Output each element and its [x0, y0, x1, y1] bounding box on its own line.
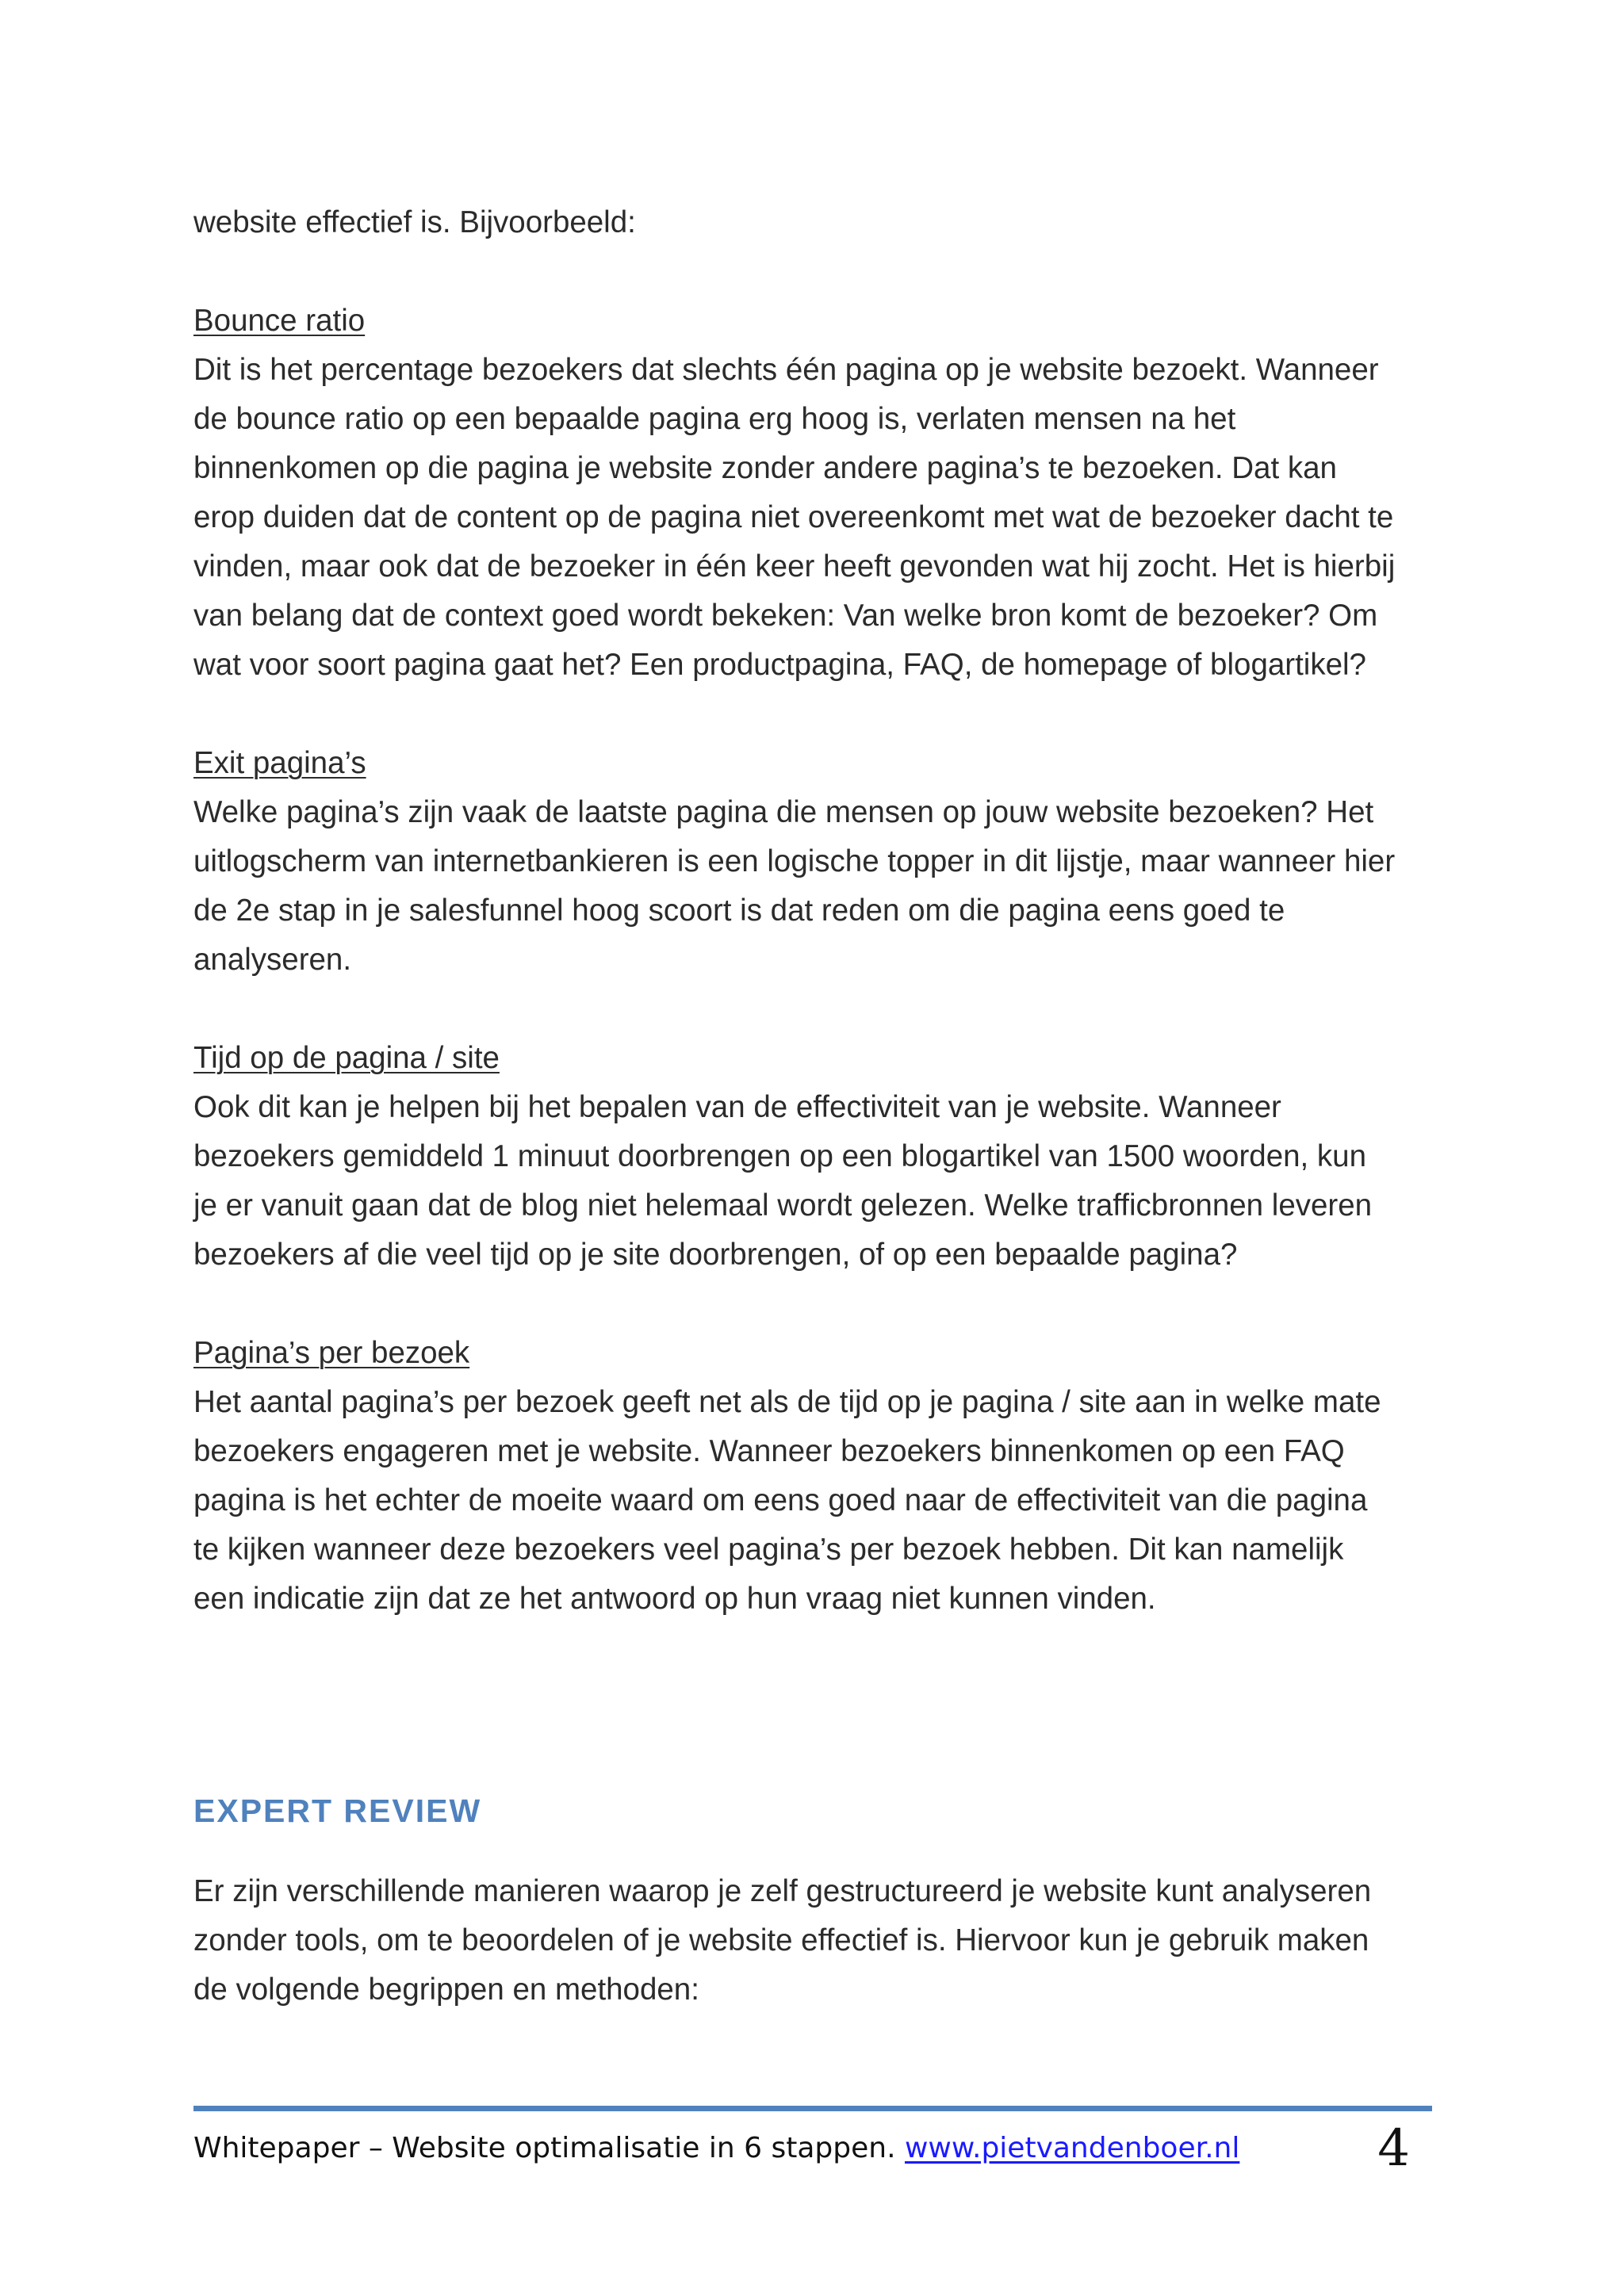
section-pages-per-visit: [193, 1329, 1446, 1624]
section-bounce-ratio: [193, 297, 1446, 690]
page-number: 4: [1377, 2119, 1410, 2178]
expert-review-heading: EXPERT REVIEW: [193, 1793, 482, 1829]
section-line: pagina is het echter de moeite waard om eens goed naar de effectiviteit van die pagina: [193, 1483, 1368, 1517]
section-heading: Pagina’s per bezoek: [193, 1336, 470, 1370]
section-line: Welke pagina’s zijn vaak de laatste pagina die mensen op jouw website bezoeken? Het: [193, 795, 1374, 829]
section-time-on-page: [193, 1034, 1446, 1280]
section-line: bezoekers gemiddeld 1 minuut doorbrengen op een blogartikel van 1500 woorden, kun: [193, 1139, 1366, 1173]
expert-review-line: de volgende begrippen en methoden:: [193, 1973, 699, 2007]
section-line: analyseren.: [193, 943, 352, 977]
section-exit-pages: [193, 739, 1446, 985]
footer-text: Whitepaper – Website optimalisatie in 6 stappen.: [193, 2132, 905, 2164]
footer-divider: [193, 2106, 1432, 2111]
expert-review-line: Er zijn verschillende manieren waarop je zelf gestructureerd je website kunt analyseren: [193, 1874, 1372, 1908]
section-line: vinden, maar ook dat de bezoeker in één keer heeft gevonden wat hij zocht. Het is hierbij: [193, 549, 1396, 584]
website-link[interactable]: www.pietvandenboer.nl: [904, 2132, 1240, 2164]
section-heading: Bounce ratio: [193, 304, 366, 338]
section-heading: Exit pagina’s: [193, 746, 366, 780]
body-content: [193, 198, 1446, 1624]
section-heading: Tijd op de pagina / site: [193, 1041, 500, 1075]
expert-review-line: zonder tools, om te beoordelen of je website effectief is. Hiervoor kun je gebruik maken: [193, 1923, 1369, 1957]
section-line: de bounce ratio op een bepaalde pagina erg hoog is, verlaten mensen na het: [193, 402, 1236, 436]
section-line: wat voor soort pagina gaat het? Een productpagina, FAQ, de homepage of blogartikel?: [193, 648, 1366, 682]
section-line: de 2e stap in je salesfunnel hoog scoort is dat reden om die pagina eens goed te: [193, 894, 1285, 928]
intro-paragraph: website effectief is. Bijvoorbeeld:: [193, 205, 636, 239]
section-line: Dit is het percentage bezoekers dat slechts één pagina op je website bezoekt. Wanneer: [193, 353, 1379, 387]
section-line: uitlogscherm van internetbankieren is een logische topper in dit lijstje, maar wanneer hier: [193, 844, 1396, 878]
section-line: Het aantal pagina’s per bezoek geeft net als de tijd op je pagina / site aan in welke mate: [193, 1385, 1381, 1419]
section-line: erop duiden dat de content op de pagina niet overeenkomt met wat de bezoeker dacht te: [193, 500, 1394, 534]
expert-review-paragraph: [193, 1867, 1446, 2015]
section-line: een indicatie zijn dat ze het antwoord op hun vraag niet kunnen vinden.: [193, 1582, 1156, 1616]
section-line: bezoekers engageren met je website. Wanneer bezoekers binnenkomen op een FAQ: [193, 1434, 1345, 1468]
section-line: van belang dat de context goed wordt bekeken: Van welke bron komt de bezoeker? Om: [193, 599, 1378, 633]
section-line: Ook dit kan je helpen bij het bepalen van de effectiviteit van je website. Wanneer: [193, 1090, 1281, 1124]
section-line: binnenkomen op die pagina je website zonder andere pagina’s te bezoeken. Dat kan: [193, 451, 1337, 485]
section-line: je er vanuit gaan dat de blog niet helemaal wordt gelezen. Welke trafficbronnen leveren: [193, 1188, 1373, 1223]
page-footer: [193, 2119, 1432, 2180]
section-line: bezoekers af die veel tijd op je site doorbrengen, of op een bepaalde pagina?: [193, 1238, 1238, 1272]
section-line: te kijken wanneer deze bezoekers veel pagina’s per bezoek hebben. Dit kan namelijk: [193, 1533, 1344, 1567]
